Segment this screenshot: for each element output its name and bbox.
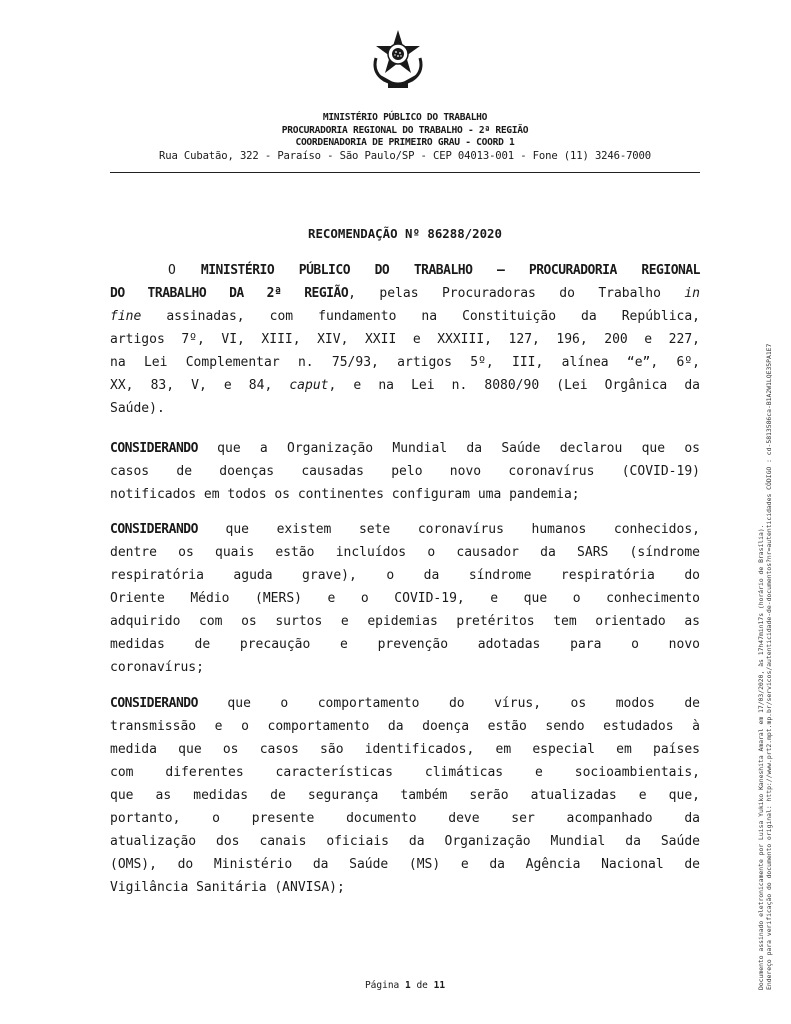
- considerando-label: CONSIDERANDO: [110, 522, 198, 537]
- header-regional: PROCURADORIA REGIONAL DO TRABALHO - 2ª REGIÃO: [281, 124, 529, 136]
- c2-line-3: respiratória aguda grave), o da síndrome respiratória do: [110, 568, 700, 583]
- intro-line-6: XX, 83, V, e 84, caput, e na Lei n. 8080/90 (Lei Orgânica da: [110, 378, 700, 393]
- c2-line-1: CONSIDERANDO que existem sete coronavírus humanos conhecidos,: [110, 522, 700, 537]
- page-footer: Página 1 de 11: [364, 980, 446, 991]
- signature-stamp: [757, 190, 773, 990]
- intro-line-5: na Lei Complementar n. 75/93, artigos 5º, III, alínea “e”, 6º,: [110, 355, 700, 370]
- total-pages: 11: [433, 980, 446, 991]
- header-ministry: MINISTÉRIO PÚBLICO DO TRABALHO: [322, 112, 488, 123]
- c2-line-4: Oriente Médio (MERS) e o COVID-19, e que o conhecimento: [110, 591, 700, 606]
- document-header: [110, 112, 700, 163]
- c3-line-2: transmissão e o comportamento da doença estão sendo estudados à: [110, 719, 700, 734]
- c3-line-1: CONSIDERANDO que o comportamento do vírus, os modos de: [110, 696, 700, 711]
- document-title: RECOMENDAÇÃO Nº 86288/2020: [308, 226, 502, 241]
- considerando-label: CONSIDERANDO: [110, 441, 198, 456]
- intro-line-4: artigos 7º, VI, XIII, XIV, XXII e XXXIII, 127, 196, 200 e 227,: [110, 332, 700, 347]
- current-page: 1: [404, 980, 411, 991]
- intro-line-7: Saúde).: [110, 401, 165, 416]
- brazil-coat-of-arms-icon: [370, 28, 426, 90]
- c2-line-5: adquirido com os surtos e epidemias pretéritos tem orientado as: [110, 614, 700, 629]
- c2-line-7: coronavírus;: [110, 660, 204, 675]
- c1-line-1: CONSIDERANDO que a Organização Mundial da Saúde declarou que os: [110, 441, 700, 456]
- considerando-paragraph-2: [110, 518, 700, 679]
- signature-stamp-line-2: Endereço para verificação do documento original: http://www.prt2.mpt.mp.br/servicos/autenticidade-de-documentos?nr=autenticidades CÓDIGO : cd-5813586ca-B1A2W1LQE35PA1E7: [765, 343, 773, 990]
- c2-line-6: medidas de precaução e prevenção adotadas para o novo: [110, 637, 700, 652]
- c3-line-5: que as medidas de segurança também serão atualizadas e que,: [110, 788, 700, 803]
- header-divider: [110, 172, 700, 173]
- intro-line-1: O MINISTÉRIO PÚBLICO DO TRABALHO — PROCURADORIA REGIONAL: [168, 263, 701, 278]
- c3-line-7: atualização dos canais oficiais da Organização Mundial da Saúde: [110, 834, 700, 849]
- signature-stamp-line-1: Documento assinado eletronicamente por Luisa Yukiko Kaneshita Amaral em 17/03/2020, às 17h47min17s (horário de Brasília).: [757, 524, 765, 990]
- c1-line-2: casos de doenças causadas pelo novo coronavírus (COVID-19): [110, 464, 700, 479]
- c3-line-6: portanto, o presente documento deve ser acompanhado da: [110, 811, 700, 826]
- considerando-paragraph-3: [110, 692, 700, 899]
- intro-paragraph: [110, 259, 700, 420]
- c2-line-2: dentre os quais estão incluídos o causador da SARS (síndrome: [110, 545, 700, 560]
- intro-line-2: DO TRABALHO DA 2ª REGIÃO, pelas Procuradoras do Trabalho in: [110, 286, 701, 301]
- header-address: Rua Cubatão, 322 - Paraíso - São Paulo/SP - CEP 04013-001 - Fone (11) 3246-7000: [158, 149, 651, 162]
- header-coordination: COORDENADORIA DE PRIMEIRO GRAU - COORD 1: [295, 137, 515, 148]
- c1-line-3: notificados em todos os continentes configuram uma pandemia;: [110, 487, 580, 502]
- c3-line-9: Vigilância Sanitária (ANVISA);: [110, 880, 345, 895]
- intro-line-3: fine assinadas, com fundamento na Constituição da República,: [110, 309, 700, 324]
- c3-line-3: medida que os casos são identificados, em especial em países: [110, 742, 700, 757]
- c3-line-8: (OMS), do Ministério da Saúde (MS) e da Agência Nacional de: [110, 857, 700, 872]
- c3-line-4: com diferentes características climáticas e socioambientais,: [110, 765, 700, 780]
- considerando-paragraph-1: [110, 437, 700, 506]
- considerando-label: CONSIDERANDO: [110, 696, 198, 711]
